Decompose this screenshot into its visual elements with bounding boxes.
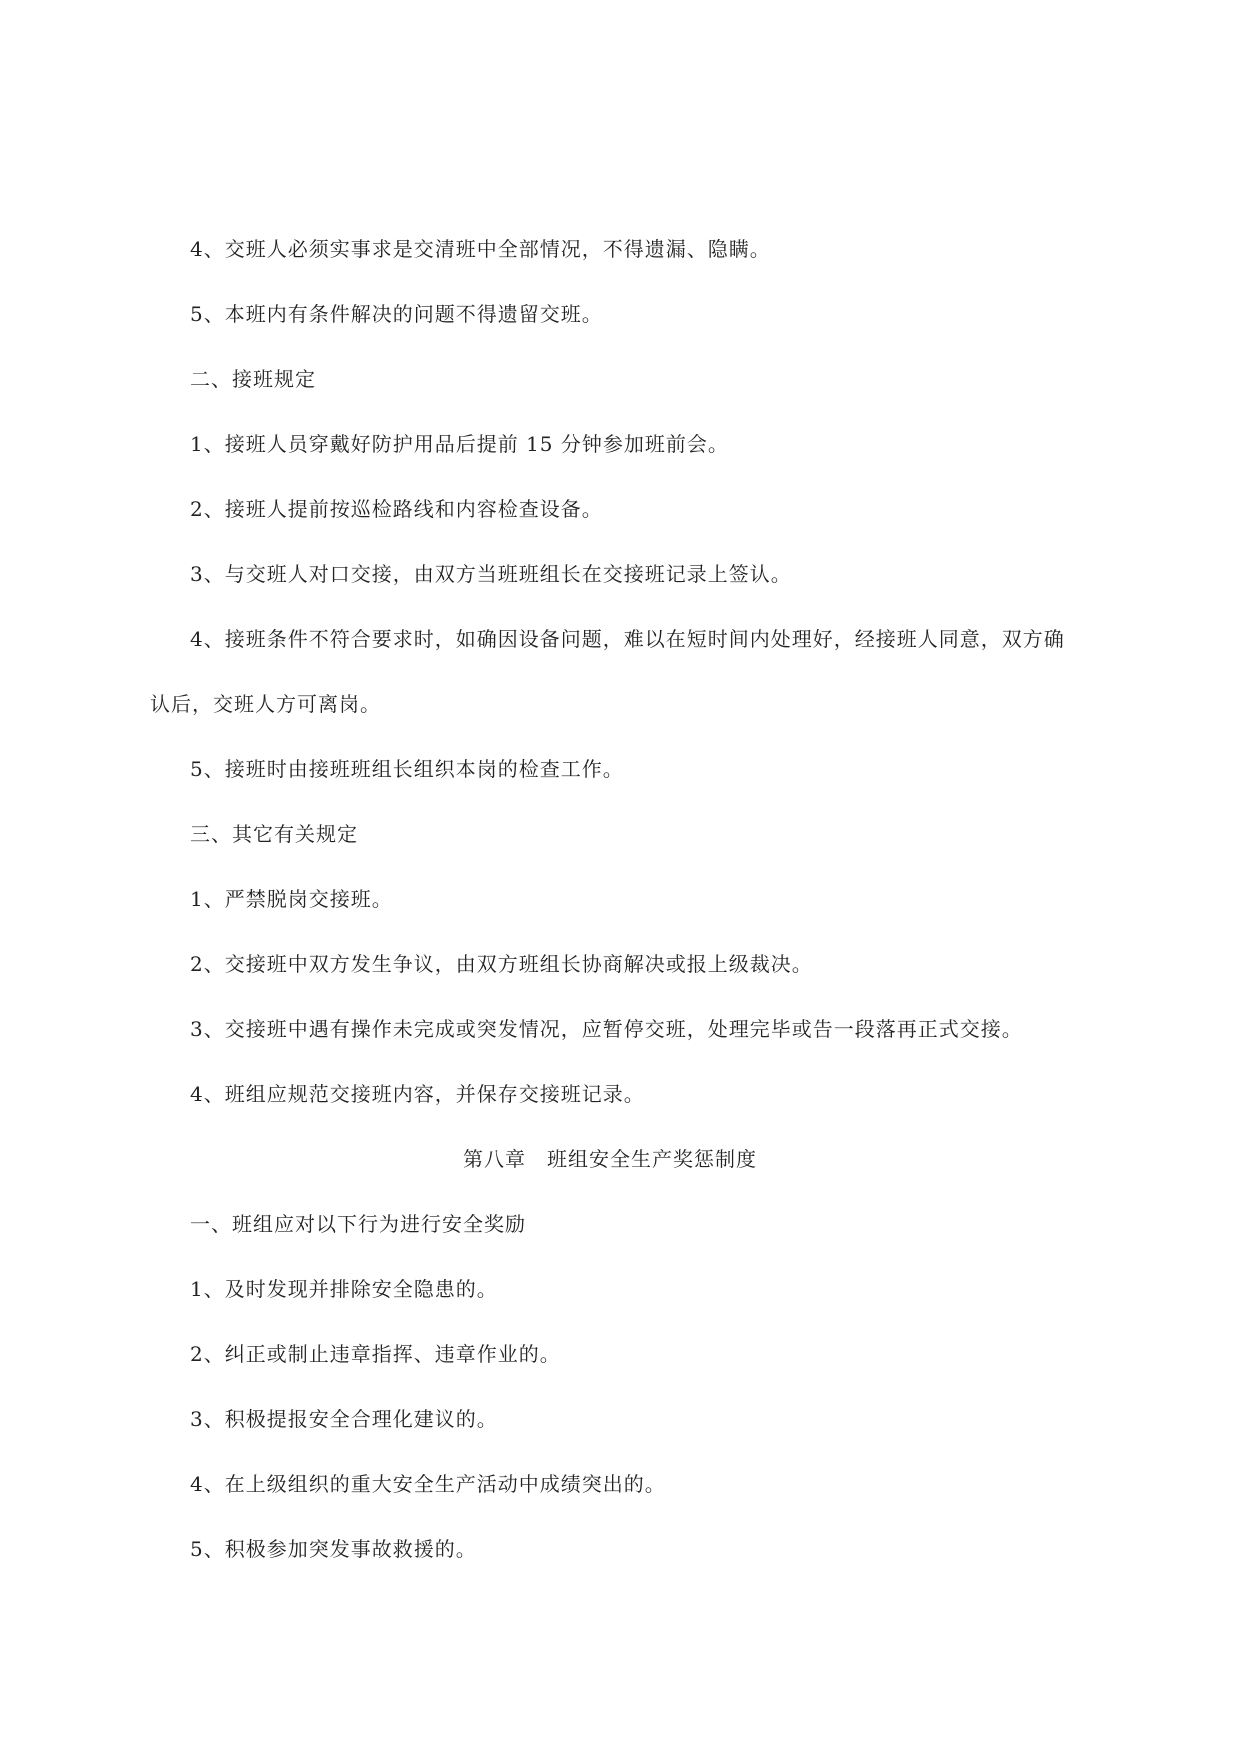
section-heading-other: 三、其它有关规定 [190,822,358,846]
takeover-rule-5: 5、接班时由接班班组长组织本岗的检查工作。 [190,757,624,781]
reward-item-5: 5、积极参加突发事故救援的。 [190,1537,477,1561]
other-rule-4: 4、班组应规范交接班内容，并保存交接班记录。 [190,1082,645,1106]
section-heading-rewards: 一、班组应对以下行为进行安全奖励 [190,1212,526,1236]
other-rule-2: 2、交接班中双方发生争议，由双方班组长协商解决或报上级裁决。 [190,952,813,976]
takeover-rule-4: 4、接班条件不符合要求时，如确因设备问题，难以在短时间内处理好，经接班人同意，双方确 [190,627,1065,651]
section-heading-takeover: 二、接班规定 [190,367,316,391]
handover-rule-4: 4、交班人必须实事求是交清班中全部情况，不得遗漏、隐瞒。 [190,237,771,261]
takeover-rule-4-continued: 认后，交班人方可离岗。 [150,692,381,716]
other-rule-1: 1、严禁脱岗交接班。 [190,887,393,911]
takeover-rule-2: 2、接班人提前按巡检路线和内容检查设备。 [190,497,603,521]
other-rule-3: 3、交接班中遇有操作未完成或突发情况，应暂停交班，处理完毕或告一段落再正式交接。 [190,1017,1023,1041]
takeover-rule-3: 3、与交班人对口交接，由双方当班班组长在交接班记录上签认。 [190,562,792,586]
reward-item-3: 3、积极提报安全合理化建议的。 [190,1407,498,1431]
takeover-rule-1: 1、接班人员穿戴好防护用品后提前 15 分钟参加班前会。 [190,432,729,456]
reward-item-4: 4、在上级组织的重大安全生产活动中成绩突出的。 [190,1472,666,1496]
chapter-title: 第八章 班组安全生产奖惩制度 [463,1147,757,1171]
handover-rule-5: 5、本班内有条件解决的问题不得遗留交班。 [190,302,603,326]
reward-item-1: 1、及时发现并排除安全隐患的。 [190,1277,498,1301]
reward-item-2: 2、纠正或制止违章指挥、违章作业的。 [190,1342,561,1366]
